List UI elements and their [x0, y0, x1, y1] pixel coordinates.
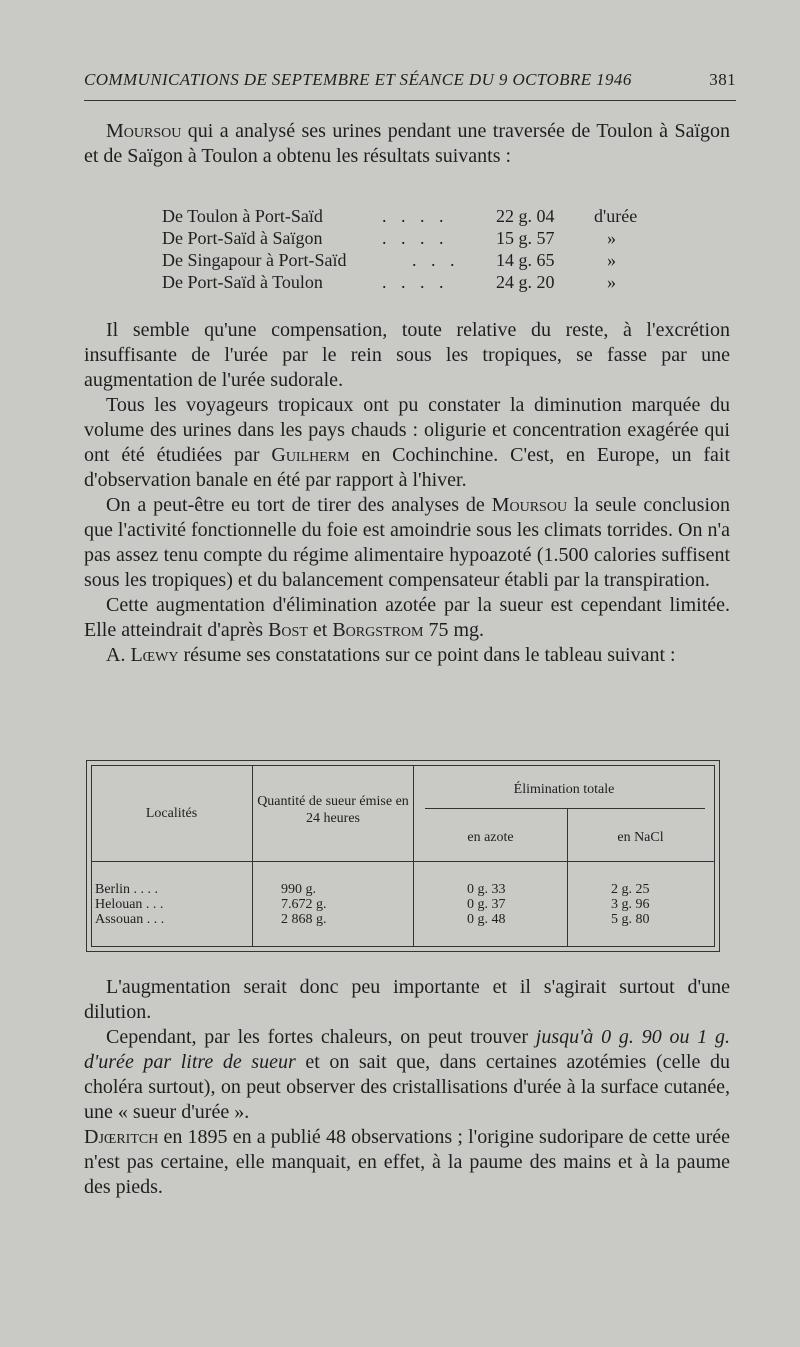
result-dots: . . . . — [382, 228, 449, 248]
author-name: Moursou — [106, 120, 182, 142]
table-inner-border — [91, 946, 715, 947]
column-divider — [252, 765, 253, 947]
result-dots: . . . — [412, 250, 460, 270]
italic-quote: jusqu'à 0 g. 90 ou 1 g. d'urée par litre de sueur — [84, 1026, 730, 1073]
sweat-elimination-table — [86, 760, 720, 952]
result-unit: » — [607, 250, 616, 270]
result-place: De Singapour à Port-Saïd — [162, 250, 347, 270]
table-inner-border — [91, 765, 92, 947]
paragraph-3: On a peut-être eu tort de tirer des analyses de Moursou la seule conclusion que l'activité fonctionnelle du foie est amoindrie sous les climats torrides. On n'a pas assez tenu compte du régime alimentaire hypoazoté (1.500 calories suffisent sous les tropiques) et du balancement compensateur établi par la transpiration. — [84, 494, 730, 591]
author-name: Lœwy — [130, 644, 179, 666]
row-quantite: 990 g. — [281, 882, 316, 897]
intro-paragraph — [84, 119, 730, 169]
paragraph-6: L'augmentation serait donc peu importante et il s'agirait surtout d'une dilution. — [84, 976, 730, 1023]
result-place: De Toulon à Port-Saïd — [162, 206, 323, 226]
body-text-lower — [84, 975, 730, 1200]
result-unit: » — [607, 272, 616, 292]
result-value: 24 g. 20 — [496, 272, 555, 292]
row-nacl: 3 g. 96 — [611, 897, 650, 912]
row-azote: 0 g. 48 — [467, 912, 506, 927]
header-title: COMMUNICATIONS DE SEPTEMBRE ET SÉANCE DU 9 OCTOBRE 1946 — [84, 70, 632, 89]
header-nacl: en NaCl — [617, 830, 664, 845]
header-localites: Localités — [145, 806, 198, 821]
row-quantite: 7.672 g. — [281, 897, 327, 912]
table-inner-border — [714, 765, 715, 947]
header-rule — [84, 100, 736, 101]
header-azote: en azote — [467, 830, 514, 845]
row-localite: Helouan . . . — [95, 897, 164, 912]
result-unit: d'urée — [594, 206, 638, 226]
result-value: 15 g. 57 — [496, 228, 555, 248]
result-dots: . . . . — [382, 206, 449, 226]
running-header — [84, 70, 736, 100]
header-quantite: Quantité de sueur émise en 24 heures — [257, 794, 409, 826]
body-text-upper — [84, 318, 730, 668]
paragraph-8: Djœritch en 1895 en a publié 48 observations ; l'origine sudoripare de cette urée n'est pas certaine, elle manquait, en effet, à la paume des mains et à la paume des pieds. — [84, 1126, 730, 1198]
result-place: De Port-Saïd à Toulon — [162, 272, 323, 292]
paragraph-1: Il semble qu'une compensation, toute relative du reste, à l'excrétion insuffisante de l'urée par le rein sous les tropiques, se fasse par une augmentation de l'urée sudorale. — [84, 319, 730, 391]
paragraph-5: A. Lœwy résume ses constatations sur ce point dans le tableau suivant : — [106, 644, 676, 666]
intro-text: qui a analysé ses urines pendant une traversée de Toulon à Saïgon et de Saïgon à Toulon a obtenu les résultats suivants : — [84, 120, 730, 167]
page-number: 381 — [709, 70, 736, 89]
row-nacl: 5 g. 80 — [611, 912, 650, 927]
row-azote: 0 g. 33 — [467, 882, 506, 897]
author-name: Djœritch — [84, 1126, 159, 1148]
paragraph-4: Cette augmentation d'élimination azotée par la sueur est cependant limitée. Elle atteindrait d'après Bost et Borgstrom 75 mg. — [84, 594, 730, 641]
result-unit: » — [607, 228, 616, 248]
row-azote: 0 g. 37 — [467, 897, 506, 912]
paragraph-2: Tous les voyageurs tropicaux ont pu constater la diminution marquée du volume des urines dans les pays chauds : oligurie et concentration exagérée qui ont été étudiées par Guilherm en Cochinchine. C'est, en Europe, un fait d'observation banale en été par rapport à l'hiver. — [84, 394, 731, 491]
result-value: 22 g. 04 — [496, 206, 555, 226]
brace-line — [425, 808, 705, 809]
header-elimination: Élimination totale — [513, 782, 615, 797]
row-localite: Berlin . . . . — [95, 882, 158, 897]
result-place: De Port-Saïd à Saïgon — [162, 228, 323, 248]
author-name: Guilherm — [271, 444, 350, 466]
result-value: 14 g. 65 — [496, 250, 555, 270]
paragraph-7: Cependant, par les fortes chaleurs, on peut trouver jusqu'à 0 g. 90 ou 1 g. d'urée par litre de sueur et on sait que, dans certaines azotémies (celle du choléra surtout), on peut observer des cristallisations d'urée à la surface cutanée, une « sueur d'urée ». — [84, 1026, 730, 1123]
table-inner-border — [91, 765, 715, 766]
result-dots: . . . . — [382, 272, 449, 292]
header-divider — [91, 861, 715, 862]
row-nacl: 2 g. 25 — [611, 882, 650, 897]
row-localite: Assouan . . . — [95, 912, 165, 927]
row-quantite: 2 868 g. — [281, 912, 327, 927]
author-name: Borgstrom — [332, 619, 424, 641]
author-name: Bost — [268, 619, 308, 641]
author-name: Moursou — [491, 494, 568, 516]
